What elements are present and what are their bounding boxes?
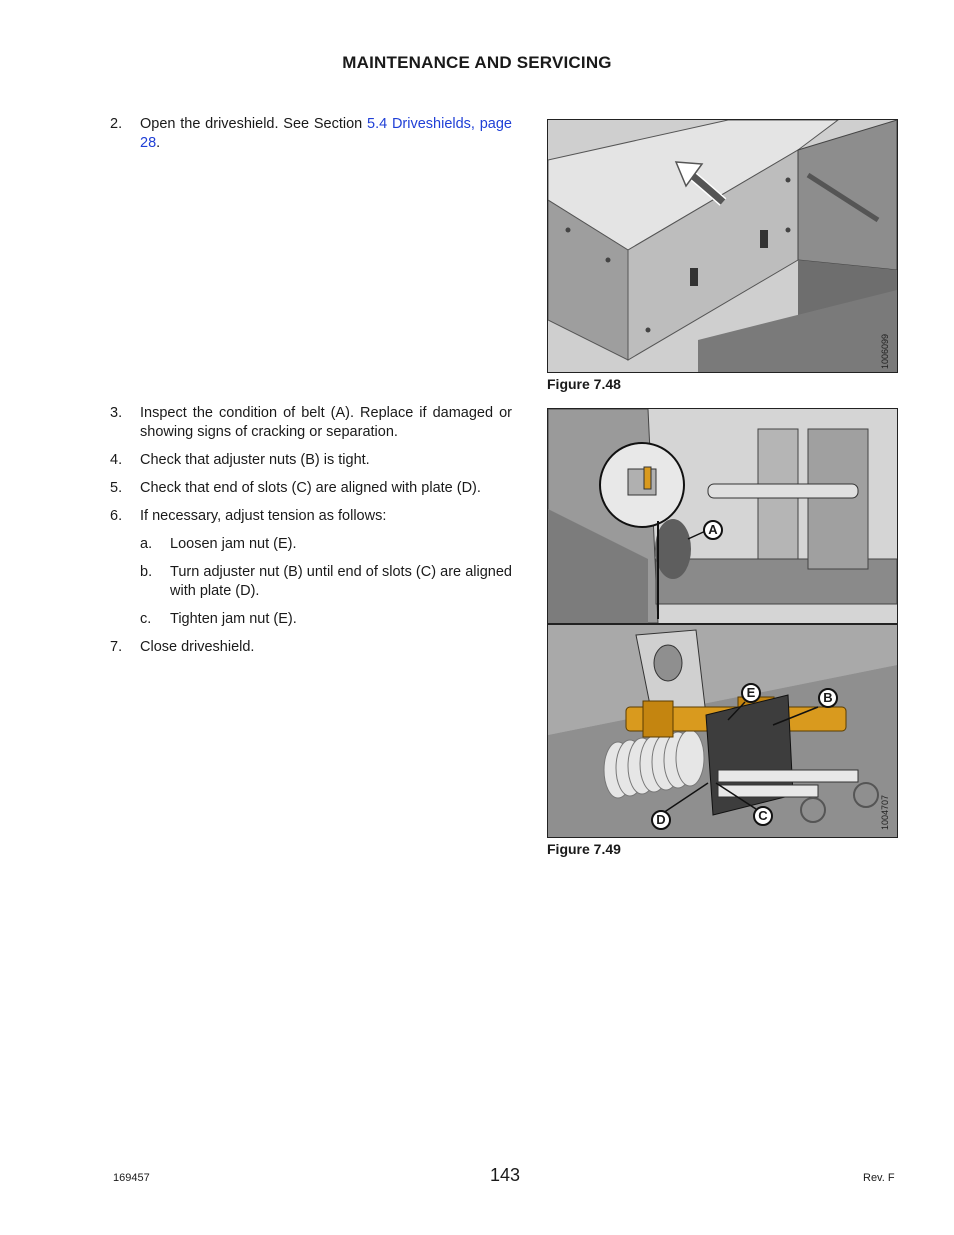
substep-text: Turn adjuster nut (B) until end of slots (C) are aligned with plate (D). [170, 564, 512, 599]
figure-ref-id: 1006099 [880, 333, 890, 369]
figure-ref-id: 1004707 [880, 794, 890, 830]
figure-caption: Figure 7.49 [547, 841, 621, 857]
substep-letter: b. [140, 564, 153, 580]
step-text: Open the driveshield. See Section [140, 116, 368, 132]
step-number: 2. [110, 116, 123, 132]
figure-7-49-detail-illustration [547, 624, 898, 838]
step-number: 7. [110, 639, 123, 655]
figure-7-49-overview-illustration [547, 408, 898, 624]
driveshield-open-drawing [548, 120, 897, 372]
substep-text: Tighten jam nut (E). [170, 611, 297, 627]
callout-a: A [703, 520, 723, 540]
adjuster-detail-drawing [548, 625, 897, 837]
callout-e: E [741, 683, 761, 703]
step-text: Close driveshield. [140, 639, 255, 655]
figure-caption: Figure 7.48 [547, 376, 621, 392]
step-number: 4. [110, 452, 123, 468]
step-3 [110, 404, 512, 442]
section-link[interactable]: 5.4 Driveshields, page 28 [140, 116, 512, 151]
step-number: 3. [110, 405, 123, 421]
substep-letter: c. [140, 611, 152, 627]
step-text: Check that end of slots (C) are aligned with plate (D). [140, 480, 481, 496]
substep-text: Loosen jam nut (E). [170, 536, 297, 552]
step-text: Inspect the condition of belt (A). Replace if damaged or showing signs of cracking or separation. [140, 405, 512, 440]
page-title: MAINTENANCE AND SERVICING [342, 53, 612, 72]
substep-letter: a. [140, 536, 153, 552]
substep-c [140, 610, 512, 629]
step-6 [110, 507, 512, 526]
callout-c: C [753, 806, 773, 826]
step-7 [110, 638, 512, 657]
step-4 [110, 451, 512, 470]
callout-b: B [818, 688, 838, 708]
step-2 [110, 115, 512, 153]
substep-b [140, 563, 512, 601]
step-number: 6. [110, 508, 123, 524]
step-number: 5. [110, 480, 123, 496]
document-number: 169457 [113, 1172, 150, 1184]
step-text-end: . [156, 135, 161, 151]
callout-d: D [651, 810, 671, 830]
revision-label: Rev. F [863, 1172, 895, 1184]
figure-7-48-illustration [547, 119, 898, 373]
page-number: 143 [489, 1165, 521, 1185]
belt-overview-drawing [548, 409, 897, 623]
step-text: Check that adjuster nuts (B) is tight. [140, 452, 370, 468]
step-text: If necessary, adjust tension as follows: [140, 508, 387, 524]
substep-a [140, 535, 512, 554]
step-5 [110, 479, 512, 498]
